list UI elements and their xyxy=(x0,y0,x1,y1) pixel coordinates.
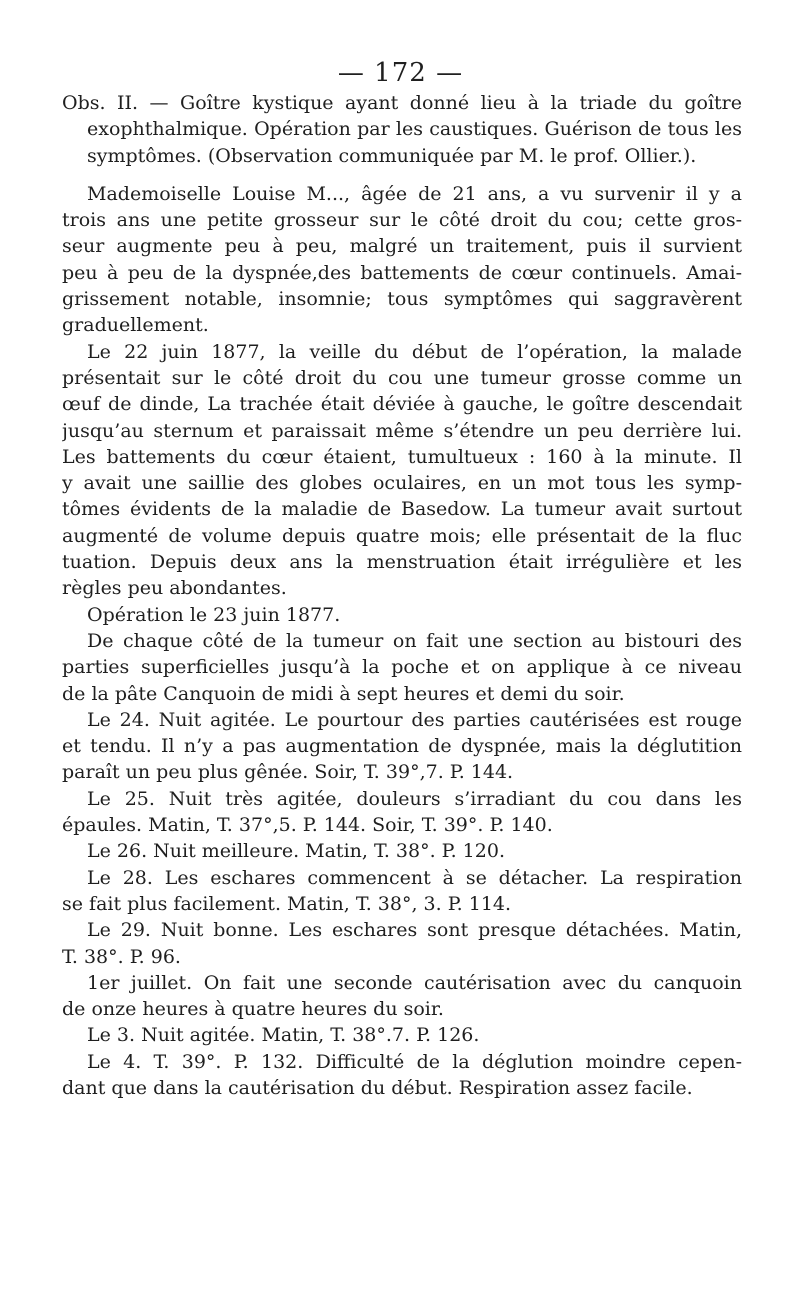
text-line: T. 38°. P. 96. xyxy=(62,945,181,968)
text-line: Les battements du cœur étaient, tumultueux : 160 à la minute. Il xyxy=(62,445,742,468)
text-line: Le 26. Nuit meilleure. Matin, T. 38°. P. 120. xyxy=(87,840,505,863)
text-line: règles peu abondantes. xyxy=(62,577,287,600)
text-line: paraît un peu plus gênée. Soir, T. 39°,7. P. 144. xyxy=(62,761,514,784)
paragraph-day-24 xyxy=(62,707,742,786)
paragraph-july-1 xyxy=(62,970,742,1023)
text-line: et tendu. Il n’y a pas augmentation de dyspnée, mais la déglutition xyxy=(62,735,742,758)
paragraph-patient-history xyxy=(62,181,742,339)
text-line: Le 29. Nuit bonne. Les eschares sont presque détachées. Matin, xyxy=(87,919,742,942)
text-line: tuation. Depuis deux ans la menstruation était irrégulière et les xyxy=(62,551,742,574)
text-line: 1er juillet. On fait une seconde cautérisation avec du canquoin xyxy=(87,971,742,994)
paragraph-day-4 xyxy=(62,1049,742,1102)
text-line: Le 24. Nuit agitée. Le pourtour des parties cautérisées est rouge xyxy=(87,708,742,731)
paragraph-day-28 xyxy=(62,865,742,918)
paragraph-day-26 xyxy=(62,838,742,864)
text-line: parties superficielles jusqu’à la poche et on applique à ce niveau xyxy=(62,656,742,679)
text-line: Mademoiselle Louise M..., âgée de 21 ans, a vu survenir il y a xyxy=(87,182,742,205)
observation-header xyxy=(62,90,742,169)
text-line: Le 28. Les eschares commencent à se détacher. La respiration xyxy=(87,866,742,889)
text-line: de la pâte Canquoin de midi à sept heures et demi du soir. xyxy=(62,682,625,705)
document-body xyxy=(62,90,742,1101)
text-line: dant que dans la cautérisation du début. Respiration assez facile. xyxy=(62,1076,693,1099)
page-number: — 172 — xyxy=(337,58,464,88)
text-line: de onze heures à quatre heures du soir. xyxy=(62,998,444,1021)
text-line: trois ans une petite grosseur sur le côté droit du cou; cette gros- xyxy=(62,209,742,232)
text-line: augmenté de volume depuis quatre mois; elle présentait de la fluc xyxy=(62,524,742,547)
text-line: seur augmente peu à peu, malgré un traitement, puis il survient xyxy=(62,235,742,258)
paragraph-day-25 xyxy=(62,786,742,839)
text-line: œuf de dinde, La trachée était déviée à gauche, le goître descendait xyxy=(62,393,742,416)
paragraph-june-22 xyxy=(62,339,742,602)
header-line: symptômes. (Observation communiquée par M. le prof. Ollier.). xyxy=(87,144,697,167)
text-line: présentait sur le côté droit du cou une tumeur grosse comme un xyxy=(62,366,742,389)
text-line: épaules. Matin, T. 37°,5. P. 144. Soir, T. 39°. P. 140. xyxy=(62,814,553,837)
paragraph-day-29 xyxy=(62,917,742,970)
text-line: Le 25. Nuit très agitée, douleurs s’irradiant du cou dans les xyxy=(87,787,742,810)
text-line: Opération le 23 juin 1877. xyxy=(87,603,341,626)
text-line: Le 22 juin 1877, la veille du début de l’opération, la malade xyxy=(87,340,742,363)
text-line: tômes évidents de la maladie de Basedow. La tumeur avait surtout xyxy=(62,498,742,521)
text-line: Le 3. Nuit agitée. Matin, T. 38°.7. P. 126. xyxy=(87,1024,480,1047)
text-line: peu à peu de la dyspnée,des battements de cœur continuels. Amai- xyxy=(62,261,742,284)
text-line: jusqu’au sternum et paraissait même s’étendre un peu derrière lui. xyxy=(62,419,742,442)
paragraph-operation-date xyxy=(62,602,742,628)
header-line: Obs. II. — Goître kystique ayant donné lieu à la triade du goître xyxy=(62,92,742,114)
paragraph-procedure xyxy=(62,628,742,707)
text-line: y avait une saillie des globes oculaires, en un mot tous les symp- xyxy=(62,472,742,495)
header-line: exophthalmique. Opération par les caustiques. Guérison de tous les xyxy=(87,118,742,141)
text-line: graduellement. xyxy=(62,314,209,337)
paragraph-day-3 xyxy=(62,1022,742,1048)
text-line: grissement notable, insomnie; tous symptômes qui saggravèrent xyxy=(62,288,742,311)
text-line: Le 4. T. 39°. P. 132. Difficulté de la déglution moindre cepen- xyxy=(87,1050,742,1073)
text-line: se fait plus facilement. Matin, T. 38°, 3. P. 114. xyxy=(62,892,512,915)
text-line: De chaque côté de la tumeur on fait une section au bistouri des xyxy=(87,629,742,652)
